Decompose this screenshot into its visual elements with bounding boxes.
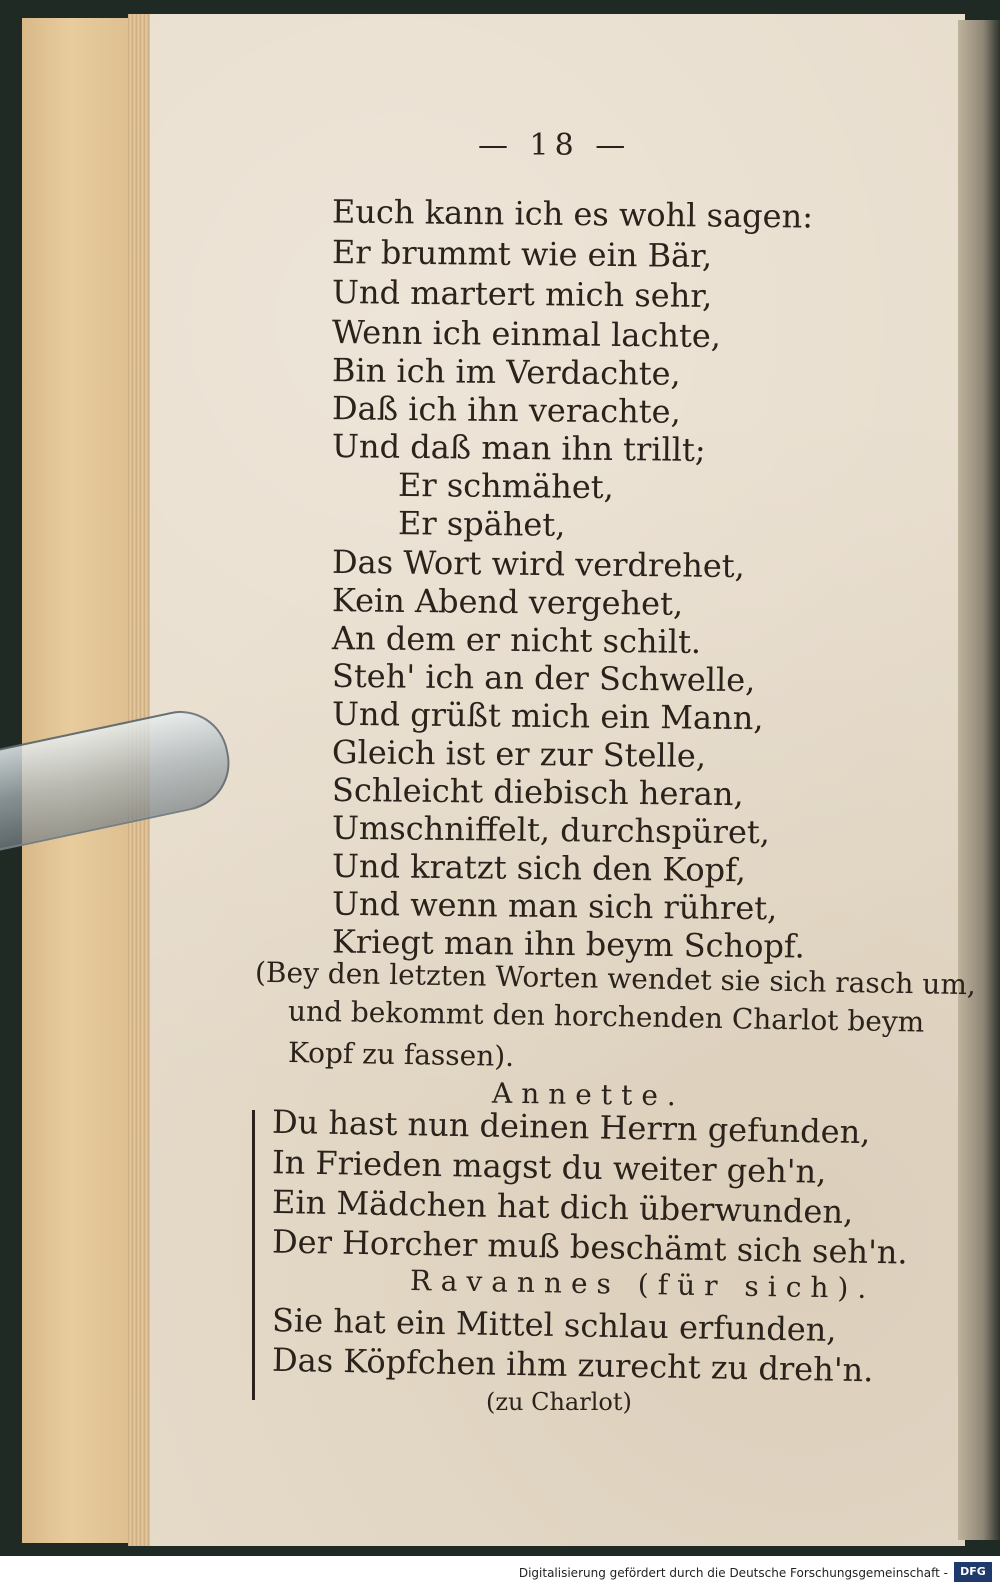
verse-line: Er schmähet, (397, 465, 614, 507)
verse-line: Und kratzt sich den Kopf, (331, 846, 747, 890)
dfg-logo-icon: DFG (954, 1562, 992, 1582)
verse-line: Und wenn man sich rühret, (331, 884, 778, 928)
page-gutter-shadow (958, 20, 1000, 1540)
verse-line: Kriegt man ihn beym Schopf. (331, 922, 805, 966)
speaker-ravannes: Ravannes (für sich). (409, 1263, 876, 1306)
annette-line: Der Horcher muß beschämt sich seh'n. (271, 1222, 908, 1272)
speaker-annette: Annette. (491, 1076, 686, 1113)
verse-line: Und daß man ihn trillt; (331, 427, 706, 469)
verse-line: Er spähet, (397, 504, 566, 544)
page-number: — 18 — (478, 128, 632, 163)
brace-bracket (252, 1110, 265, 1400)
verse-line: An dem er nicht schilt. (331, 619, 702, 661)
annette-line: Du hast nun deinen Herrn gefunden, (271, 1102, 871, 1152)
stage-direction-line: (Bey den letzten Worten wendet sie sich rasch um, (254, 955, 977, 1002)
ravannes-line: Sie hat ein Mittel schlau erfunden, (271, 1301, 837, 1349)
stage-direction-line: Kopf zu fassen). (287, 1036, 515, 1073)
verse-line: Er brummt wie ein Bär, (331, 233, 713, 275)
verse-line: Daß ich ihn verachte, (331, 389, 681, 431)
annette-line: In Frieden magst du weiter geh'n, (271, 1143, 827, 1191)
verse-line: Bin ich im Verdachte, (331, 351, 681, 393)
verse-line: Und martert mich sehr, (331, 273, 713, 315)
cutoff-stage-direction: (zu Charlot) (486, 1388, 632, 1416)
verse-line: Das Wort wird verdrehet, (331, 542, 746, 586)
verse-line: Euch kann ich es wohl sagen: (331, 192, 814, 236)
verse-line: Schleicht diebisch heran, (331, 770, 744, 814)
verse-line: Steh' ich an der Schwelle, (331, 656, 756, 700)
verse-line: Gleich ist er zur Stelle, (331, 733, 707, 775)
ravannes-line: Das Köpfchen ihm zurecht zu dreh'n. (271, 1340, 874, 1390)
verse-line: Und grüßt mich ein Mann, (331, 694, 764, 738)
digitization-footer (0, 1556, 1000, 1592)
stage-direction-line: und bekommt den horchenden Charlot beym (287, 994, 925, 1039)
verse-line: Wenn ich einmal lachte, (331, 312, 722, 356)
verse-line: Umschniffelt, durchspüret, (331, 808, 771, 852)
verse-line: Kein Abend vergehet, (331, 581, 684, 623)
annette-line: Ein Mädchen hat dich überwunden, (271, 1182, 854, 1232)
footer-credit: Digitalisierung gefördert durch die Deutsche Forschungsgemeinschaft - (518, 1566, 948, 1580)
